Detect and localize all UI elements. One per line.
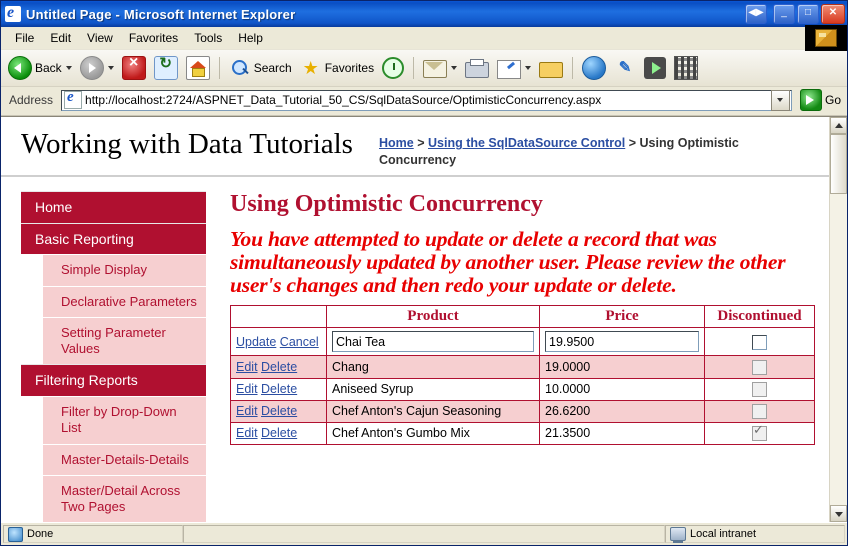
home-icon (186, 56, 210, 80)
status-left (3, 525, 183, 543)
update-link[interactable]: Update (236, 334, 277, 349)
back-arrow-icon (8, 56, 32, 80)
research-button[interactable] (671, 54, 701, 82)
concurrency-error-message: You have attempted to update or delete a record that was simultaneously updated by another user. Please review the other user's changes and then redo your update or delete. (230, 226, 786, 298)
history-button[interactable] (379, 54, 407, 82)
window-controls (745, 4, 845, 24)
discontinued-cell (705, 423, 815, 445)
back-button[interactable] (5, 54, 75, 82)
folder-icon (539, 62, 563, 78)
discontinued-cell (705, 400, 815, 422)
toolbar-separator (572, 57, 573, 79)
discontinued-cell (705, 328, 815, 356)
sidebar-nav (1, 177, 206, 522)
scrollbar-thumb[interactable] (830, 134, 847, 194)
discontinued-cell (705, 378, 815, 400)
row-commands (231, 400, 327, 422)
product-cell (327, 328, 540, 356)
refresh-icon (154, 56, 178, 80)
mail-button[interactable] (420, 54, 460, 82)
site-header (1, 117, 829, 177)
column-header-price: Price (540, 306, 705, 328)
restore-window-button[interactable]: ◀▶ (745, 4, 767, 24)
table-row (231, 356, 815, 378)
product-cell: Chang (327, 356, 540, 378)
sidebar-item-master-detail-across-two-pages[interactable]: Master/Detail Across Two Pages (43, 475, 206, 522)
address-input[interactable] (61, 90, 792, 111)
edit-page-icon (497, 60, 521, 79)
media-button[interactable] (641, 54, 669, 82)
discontinued-cell (705, 356, 815, 378)
products-grid (230, 305, 815, 445)
toolbar (1, 50, 847, 87)
menu-tools[interactable]: Tools (194, 31, 223, 45)
price-cell (540, 328, 705, 356)
forward-button[interactable] (77, 54, 117, 82)
scrollbar-track[interactable] (830, 134, 847, 505)
table-row (231, 328, 815, 356)
edit-button[interactable] (494, 54, 534, 82)
row-commands (231, 356, 327, 378)
sidebar-item-setting-parameter-values[interactable]: Setting Parameter Values (43, 317, 206, 365)
breadcrumb-current: Using Optimistic Concurrency (378, 136, 739, 167)
mail-icon (423, 60, 447, 78)
stop-icon (122, 56, 146, 80)
delete-link[interactable]: Delete (261, 382, 298, 397)
product-cell: Chef Anton's Gumbo Mix (327, 423, 540, 445)
chevron-down-icon[interactable] (451, 66, 457, 70)
row-commands (231, 328, 327, 356)
row-commands (231, 423, 327, 445)
row-commands (231, 378, 327, 400)
delete-link[interactable]: Delete (261, 426, 298, 441)
status-middle (183, 525, 665, 543)
breadcrumb-separator: > (628, 136, 637, 150)
grid-icon (674, 56, 698, 80)
minimize-button[interactable]: _ (773, 4, 795, 24)
menu-favorites[interactable]: Favorites (128, 31, 179, 45)
column-header-commands (231, 306, 327, 328)
toolbar-separator (413, 57, 414, 79)
edit-link[interactable]: Edit (236, 359, 258, 374)
main-content (206, 177, 829, 445)
edit-link[interactable]: Edit (236, 404, 258, 419)
menu-file[interactable]: File (15, 31, 35, 45)
sidebar-item-simple-display[interactable]: Simple Display (43, 254, 206, 285)
forward-arrow-icon (80, 56, 104, 80)
edit-link[interactable]: Edit (236, 426, 258, 441)
content-heading: Using Optimistic Concurrency (230, 190, 543, 217)
column-header-product: Product (327, 306, 540, 328)
price-cell: 26.6200 (540, 400, 705, 422)
menu-view[interactable]: View (87, 31, 113, 45)
page-icon (64, 91, 82, 109)
price-cell: 21.3500 (540, 423, 705, 445)
product-cell: Aniseed Syrup (327, 378, 540, 400)
menu-edit[interactable]: Edit (50, 31, 72, 45)
status-zone-text: Local intranet (690, 528, 757, 540)
home-button[interactable] (183, 54, 213, 82)
delete-link[interactable]: Delete (261, 359, 298, 374)
page-title: Working with Data Tutorials (21, 128, 353, 160)
chevron-down-icon[interactable] (66, 66, 72, 70)
window-title: Untitled Page - Microsoft Internet Explorer (26, 6, 296, 22)
address-dropdown-button[interactable] (771, 90, 790, 111)
status-text: Done (27, 528, 54, 540)
breadcrumb-link-home[interactable]: Home (378, 136, 414, 150)
menu-bar (1, 27, 847, 50)
table-row (231, 378, 815, 400)
product-name-input[interactable] (332, 331, 534, 352)
network-zone-icon (670, 527, 686, 541)
chevron-down-icon[interactable] (108, 66, 114, 70)
vertical-scrollbar[interactable] (829, 117, 847, 522)
status-bar (1, 522, 847, 545)
maximize-button[interactable]: □ (797, 4, 819, 24)
search-button[interactable] (226, 54, 295, 82)
print-button[interactable] (462, 54, 492, 82)
sidebar-item-master-details-details[interactable]: Master-Details-Details (43, 444, 206, 475)
go-button[interactable] (796, 89, 845, 111)
column-header-discontinued: Discontinued (705, 306, 815, 328)
scroll-down-arrow-icon[interactable] (830, 505, 847, 522)
folder-button[interactable] (536, 54, 566, 82)
menu-help[interactable]: Help (238, 31, 263, 45)
table-row (231, 400, 815, 422)
ie-logo-icon (5, 6, 21, 22)
globe-icon (582, 56, 606, 80)
sidebar-item-basic-reporting[interactable]: Basic Reporting (21, 223, 206, 255)
product-cell: Chef Anton's Cajun Seasoning (327, 400, 540, 422)
sidebar-item-filtering-reports[interactable]: Filtering Reports (21, 364, 206, 396)
star-icon (300, 57, 322, 79)
sidebar-item-home[interactable]: Home (21, 191, 206, 223)
discontinued-checkbox (752, 426, 767, 441)
back-button-label: Back (35, 61, 62, 75)
table-header-row (231, 306, 815, 328)
cancel-link[interactable]: Cancel (279, 334, 319, 349)
search-button-label: Search (253, 61, 292, 75)
page-done-icon (8, 527, 23, 542)
breadcrumb-separator: > (417, 136, 425, 150)
stop-button[interactable] (119, 54, 149, 82)
favorites-button[interactable] (297, 54, 377, 82)
printer-icon (465, 62, 489, 78)
delete-link[interactable]: Delete (261, 404, 298, 419)
status-zone (665, 525, 845, 543)
chevron-down-icon[interactable] (525, 66, 531, 70)
discontinued-checkbox[interactable] (752, 335, 767, 350)
address-label: Address (9, 93, 54, 107)
sidebar-item-declarative-parameters[interactable]: Declarative Parameters (43, 286, 206, 317)
price-cell: 19.0000 (540, 356, 705, 378)
price-cell: 10.0000 (540, 378, 705, 400)
discuss-button[interactable] (579, 54, 609, 82)
messenger-button[interactable] (611, 54, 639, 82)
clock-icon (382, 57, 404, 79)
sidebar-item-filter-by-drop-down-list[interactable]: Filter by Drop-Down List (43, 396, 206, 444)
media-play-icon (644, 57, 666, 79)
windows-flag-logo (805, 25, 847, 51)
search-icon (229, 57, 251, 79)
scroll-up-arrow-icon[interactable] (830, 117, 847, 134)
title-bar (1, 1, 847, 27)
toolbar-separator (219, 57, 220, 79)
breadcrumb-link-parent[interactable]: Using the SqlDataSource Control (428, 136, 626, 150)
go-arrow-icon (800, 89, 822, 111)
table-row (231, 423, 815, 445)
discontinued-checkbox (752, 382, 767, 397)
discontinued-checkbox (752, 404, 767, 419)
go-button-label: Go (824, 93, 841, 107)
close-button[interactable]: ✕ (821, 4, 845, 24)
discontinued-checkbox (752, 360, 767, 375)
messenger-icon (614, 57, 636, 79)
address-url-text: http://localhost:2724/ASPNET_Data_Tutorial_50_CS/SqlDataSource/OptimisticConcurrency.aspx (85, 93, 602, 107)
refresh-button[interactable] (151, 54, 181, 82)
web-page (1, 117, 829, 522)
page-viewport (1, 116, 847, 522)
address-bar (1, 87, 847, 116)
edit-link[interactable]: Edit (236, 382, 258, 397)
price-input[interactable] (545, 331, 699, 352)
favorites-button-label: Favorites (324, 61, 375, 75)
breadcrumb (353, 127, 815, 169)
